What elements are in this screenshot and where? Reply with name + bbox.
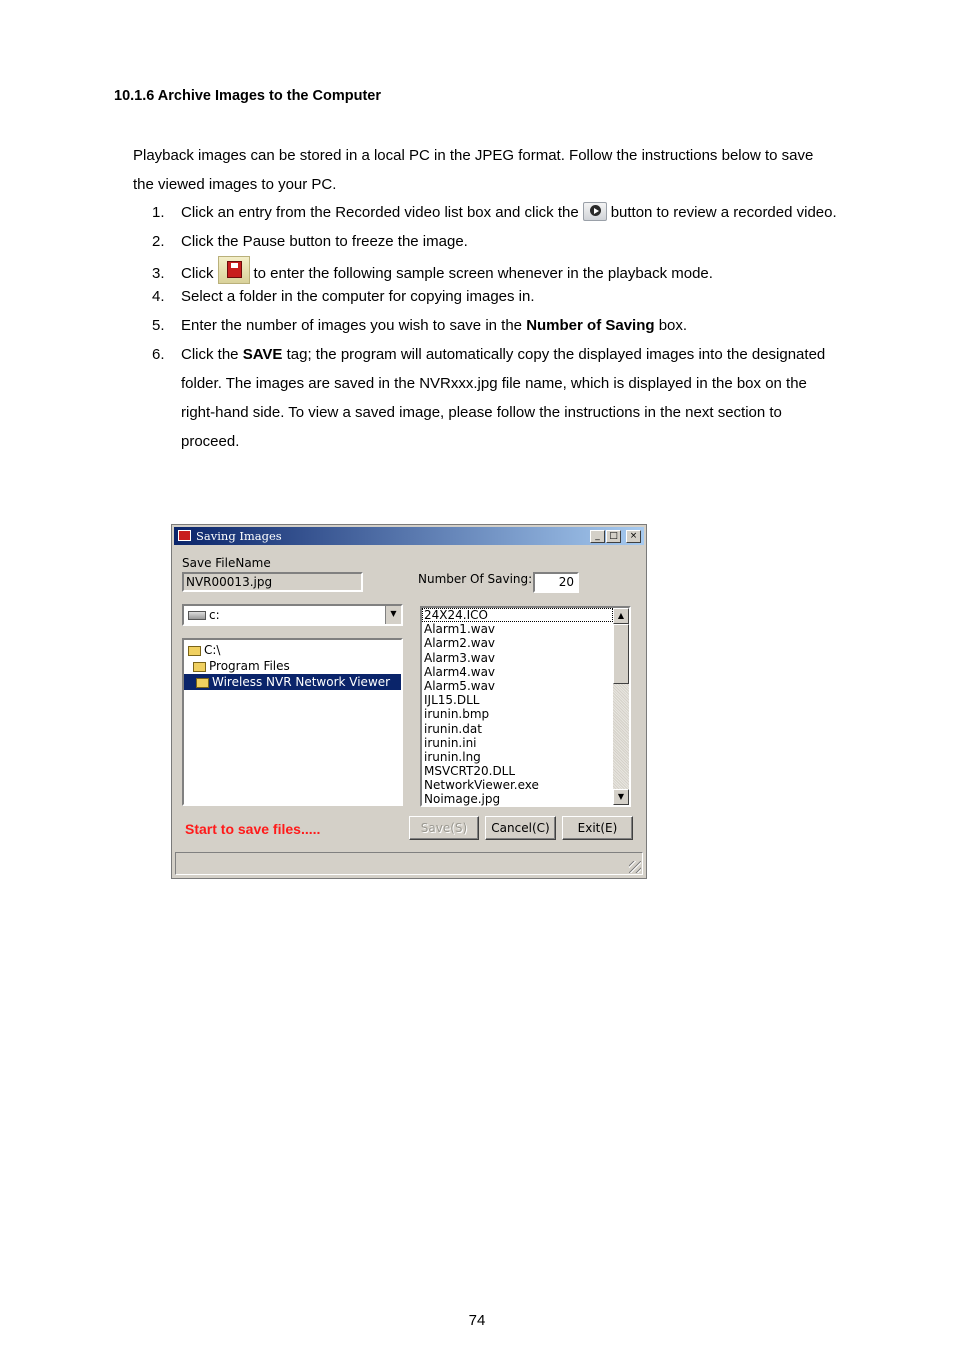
- list-item[interactable]: Alarm5.wav: [424, 678, 496, 693]
- folder-icon: [188, 646, 201, 656]
- scroll-down-icon[interactable]: ▼: [613, 789, 629, 805]
- minimize-button[interactable]: _: [590, 530, 605, 543]
- folder-icon: [193, 662, 206, 672]
- resize-grip-icon[interactable]: [629, 861, 641, 873]
- drive-select[interactable]: c: ▼: [182, 604, 403, 626]
- list-item[interactable]: MSVCRT20.DLL: [424, 764, 516, 779]
- scrollbar[interactable]: [613, 608, 629, 805]
- dialog-titlebar[interactable]: [174, 527, 644, 545]
- folder-item-root[interactable]: C:\: [188, 642, 220, 658]
- number-of-saving-label: Number Of Saving:: [418, 572, 533, 586]
- status-text: Start to save files.....: [185, 821, 321, 837]
- list-item[interactable]: irunin.lng: [424, 749, 481, 764]
- step-4: 4. Select a folder in the computer for copying images in.: [152, 288, 535, 306]
- save-filename-field: NVR00013.jpg: [182, 572, 363, 592]
- exit-button[interactable]: Exit(E): [562, 816, 633, 840]
- list-item[interactable]: Alarm4.wav: [424, 664, 496, 679]
- save-filename-label: Save FileName: [182, 556, 271, 570]
- close-button[interactable]: ×: [626, 530, 641, 543]
- page-number: 74: [468, 1312, 486, 1329]
- step-2: 2. Click the Pause button to freeze the image.: [152, 233, 468, 250]
- list-item[interactable]: Alarm2.wav: [424, 636, 496, 651]
- list-item[interactable]: Alarm3.wav: [424, 650, 496, 665]
- save-icon: [218, 256, 250, 284]
- save-button[interactable]: Save(S): [409, 816, 479, 840]
- scroll-up-icon[interactable]: ▲: [613, 608, 629, 624]
- instruction-steps: [152, 198, 842, 456]
- number-of-saving-input[interactable]: 20: [533, 572, 579, 593]
- folder-item-selected[interactable]: Wireless NVR Network Viewer: [184, 674, 401, 690]
- play-icon: [583, 202, 607, 221]
- folder-tree[interactable]: [182, 638, 403, 806]
- step-5: 5. Enter the number of images you wish to save in the Number of Saving box.: [152, 317, 688, 335]
- list-item[interactable]: irunin.bmp: [424, 707, 490, 722]
- maximize-button[interactable]: □: [606, 530, 621, 543]
- list-item[interactable]: irunin.ini: [424, 735, 477, 750]
- list-item[interactable]: NetworkViewer.exe: [424, 778, 539, 793]
- dialog-title: Saving Images: [196, 529, 282, 543]
- list-item[interactable]: irunin.dat: [424, 721, 482, 736]
- scroll-thumb[interactable]: [613, 624, 629, 684]
- folder-item-program-files[interactable]: Program Files: [193, 658, 290, 674]
- app-icon: [178, 530, 191, 541]
- file-list[interactable]: [420, 606, 631, 807]
- list-item[interactable]: 24X24.ICO: [422, 608, 613, 622]
- step-1: 1. Click an entry from the Recorded video list box and click the button to review a recorded video.: [152, 198, 842, 227]
- cancel-button[interactable]: Cancel(C): [485, 816, 556, 840]
- list-item[interactable]: Noimage.jpg: [424, 792, 501, 807]
- step-6: 6. Click the SAVE tag; the program will automatically copy the displayed images into the designated folder. The images are saved in the NVRxxx.jpg file name, which is displayed in the box on the right-hand side. To view a saved image, please follow the instructions in the next section to proceed.: [152, 346, 826, 451]
- list-item[interactable]: IJL15.DLL: [424, 693, 480, 708]
- step-3: 3. Click to enter the following sample screen whenever in the playback mode.: [152, 259, 842, 288]
- list-item[interactable]: Alarm1.wav: [424, 622, 496, 637]
- chevron-down-icon[interactable]: ▼: [385, 606, 401, 624]
- open-folder-icon: [196, 678, 209, 688]
- intro-paragraph: Playback images can be stored in a local PC in the JPEG format. Follow the instructions below to save the viewed images to your PC.: [133, 147, 814, 193]
- drive-icon: [188, 611, 206, 620]
- section-heading: 10.1.6 Archive Images to the Computer: [114, 88, 381, 104]
- status-bar: [175, 852, 643, 875]
